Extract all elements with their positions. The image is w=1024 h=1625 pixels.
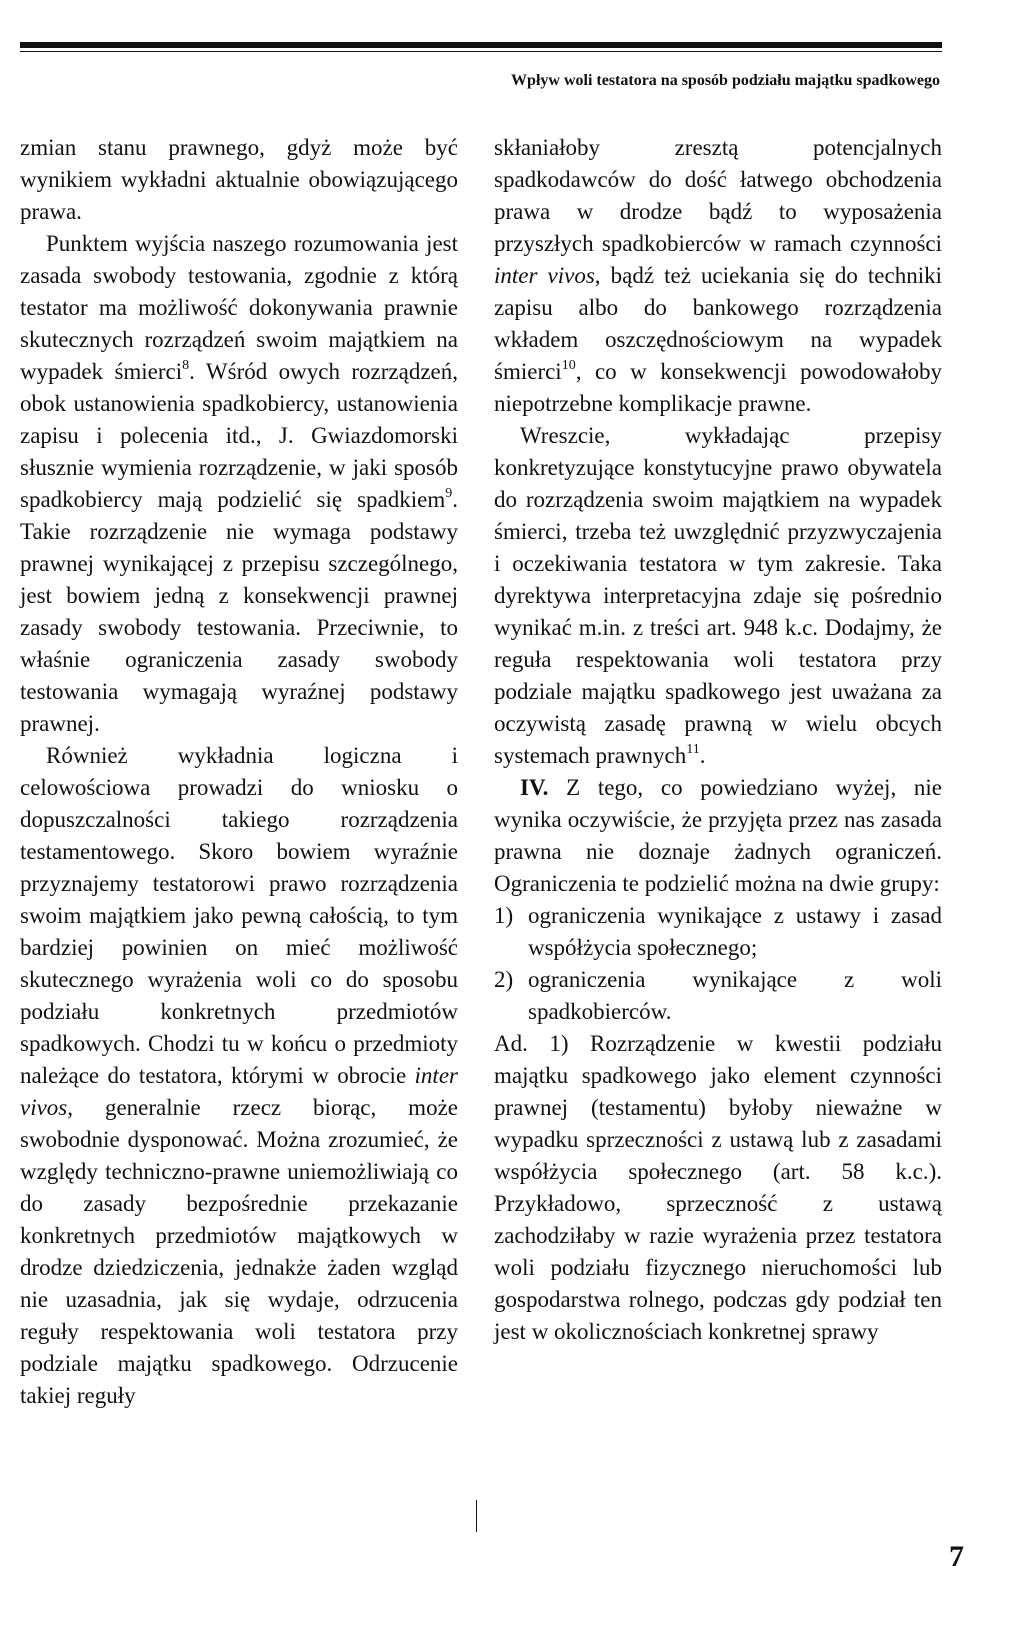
paragraph: Również wykładnia logiczna i celowościowa prowadzi do wniosku o dopuszczalności takiego rozrządzenia testamentowego. Skoro bowiem wyraźnie przyznajemy testatorowi prawo rozrządzenia swoim majątkiem jako pewną całością, to tym bardziej powinien on mieć możliwość skutecznego wyrażenia woli co do sposobu podziału konkretnych przedmiotów spadkowych. Chodzi tu w końcu o przedmioty należące do testatora, którymi w obrocie inter vivos, generalnie rzecz biorąc, może swobodnie dysponować. Można zrozumieć, że względy techniczno-prawne uniemożliwiają co do zasady bezpośrednie przekazanie konkretnych przedmiotów majątkowych w drodze dziedziczenia, jednakże żaden wzgląd nie uzasadnia, jak się wydaje, odrzucenia reguły respektowania woli testatora przy podziale majątku spadkowego. Odrzucenie takiej reguły bbox=[20, 743, 458, 1408]
section-number: IV. bbox=[520, 775, 549, 800]
footnote-ref: 8 bbox=[182, 358, 190, 374]
paragraph: IV. Z tego, co powiedziano wyżej, nie wynika oczywiście, że przyjęta przez nas zasada prawna nie doznaje żadnych ograniczeń. Ograniczenia te podzielić można na dwie grupy: bbox=[494, 775, 942, 896]
paragraph: skłaniałoby zresztą potencjalnych spadkodawców do dość łatwego obchodzenia prawa w drodze bądź to wyposażenia przyszłych spadkobierców w ramach czynności inter vivos, bądź też uciekania się do techniki zapisu albo do bankowego rozrządzenia wkładem oszczędnościowym na wypadek śmierci$^{10}$, co w konsekwencji powodowałoby niepotrzebne komplikacje prawne. bbox=[494, 135, 942, 416]
enumerated-list bbox=[494, 900, 942, 1028]
list-item: 1) ograniczenia wynikające z ustawy i zasad współżycia społecznego; bbox=[494, 903, 942, 960]
paragraph: zmian stanu prawnego, gdyż może być wynikiem wykładni aktualnie obowiązującego prawa. bbox=[20, 135, 458, 224]
page-number: 7 bbox=[949, 1540, 964, 1573]
italic-term: inter vivos bbox=[20, 1063, 458, 1120]
footnote-ref: 10 bbox=[561, 358, 576, 374]
footnote-ref: 9 bbox=[445, 486, 453, 502]
italic-term: inter vivos bbox=[494, 263, 595, 288]
paragraph: Ad. 1) Rozrządzenie w kwestii podziału majątku spadkowego jako element czynności prawnej (testamentu) byłoby nieważne w wypadku sprzeczności z ustawą lub z zasadami współżycia społecznego (art. 58 k.c.). Przykładowo, sprzeczność z ustawą zachodziłaby w razie wyrażenia przez testatora woli podziału fizycznego nieruchomości lub gospodarstwa rolnego, podczas gdy podział ten jest w okolicznościach konkretnej sprawy bbox=[494, 1031, 942, 1344]
left-column bbox=[20, 132, 458, 1412]
header-rule-thick bbox=[20, 42, 942, 48]
column-divider bbox=[476, 1500, 477, 1532]
paragraph: Wreszcie, wykładając przepisy konkretyzujące konstytucyjne prawo obywatela do rozrządzenia swoim majątkiem na wypadek śmierci, trzeba też uwzględnić przyzwyczajenia i oczekiwania testatora w tym zakresie. Taka dyrektywa interpretacyjna zdaje się pośrednio wynikać m.in. z treści art. 948 k.c. Dodajmy, że reguła respektowania woli testatora przy podziale majątku spadkowego jest uważana za oczywistą zasadę prawną w wielu obcych systemach prawnych$^{11}$. bbox=[494, 423, 942, 768]
header-rule-thin bbox=[20, 51, 942, 52]
paragraph: Punktem wyjścia naszego rozumowania jest zasada swobody testowania, zgodnie z którą testator ma możliwość dokonywania prawnie skutecznych rozrządzeń swoim majątkiem na wypadek śmierci$^8$. Wśród owych rozrządzeń, obok ustanowienia spadkobiercy, ustanowienia zapisu i polecenia itd., J. Gwiazdomorski słusznie wymienia rozrządzenie, w jaki sposób spadkobiercy mają podzielić się spadkiem$^9$. Takie rozrządzenie nie wymaga podstawy prawnej wynikającej z przepisu szczególnego, jest bowiem jedną z konsekwencji prawnej zasady swobody testowania. Przeciwnie, to właśnie ograniczenia zasady swobody testowania wymagają wyraźnej podstawy prawnej. bbox=[20, 231, 458, 736]
footnote-ref: 11 bbox=[686, 742, 700, 758]
running-header: Wpływ woli testatora na sposób podziału majątku spadkowego bbox=[511, 72, 940, 89]
list-item: 2) ograniczenia wynikające z woli spadkobierców. bbox=[494, 967, 942, 1024]
right-column bbox=[494, 132, 942, 1348]
